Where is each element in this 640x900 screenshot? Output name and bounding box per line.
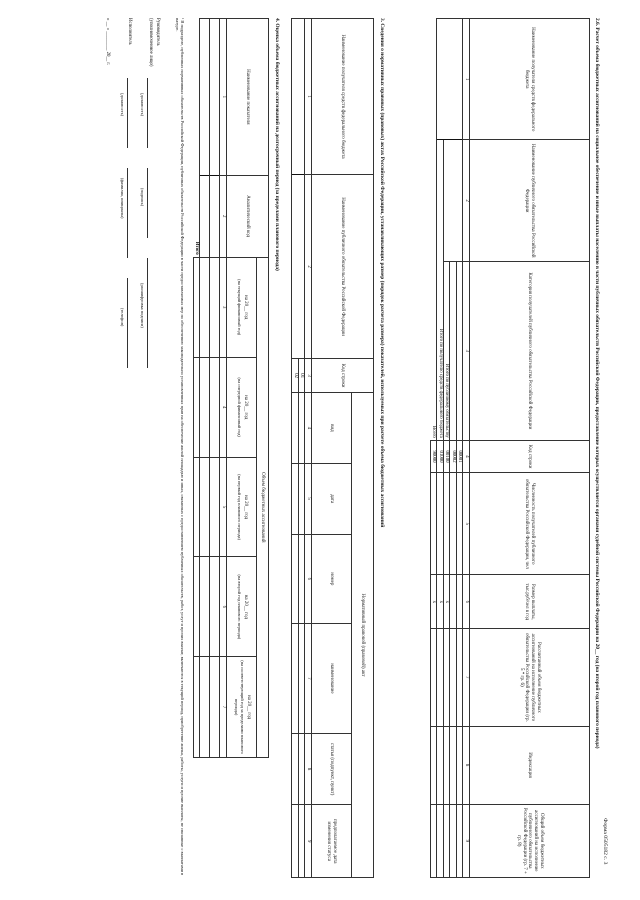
header-payment: Размер выплаты, тыс.руб/чел в год [470, 575, 590, 629]
header-recipient: Наименование получателя средств федерального бюджета [470, 19, 590, 140]
header-obligation: Наименование публичного обязательства Российской Федерации [470, 140, 590, 261]
header-recipient: Наименование получателя средств федерального бюджета [312, 19, 374, 175]
total-row: Итого [194, 19, 200, 758]
column-numbers-row: 1 2 3 4 5 6 7 8 9 [305, 19, 312, 878]
header-code: Код строки [470, 440, 590, 472]
form-number: Форма 0505182 с. 3 [602, 818, 608, 865]
column-numbers-row: 1 2 3 4 5 6 7 8 9 [463, 19, 470, 878]
table-3: Наименование получателя средств федерального бюджета Наименование публичного обязательства Российской Федерации Код строки Нормативный правовой (правовой) акт вид дата номер наименование статья (подпункт, пункт) предполагаемое дата изменения статуса 1 2 3 4 5 6 7 8 9 01 02 [291, 18, 374, 878]
signature-hint: (подпись) [140, 188, 145, 207]
head-sub-label: (уполномоченное лицо) [148, 18, 153, 67]
column-numbers-row: 1 2 3 4 5 6 7 [220, 19, 227, 758]
executor-label: Исполнитель [127, 18, 132, 45]
header-analytic-code: Аналитический код [227, 175, 269, 257]
phone-hint: (телефон) [120, 308, 125, 327]
table-row [200, 19, 210, 758]
fio-hint: (фамилия, инициалы) [120, 178, 125, 219]
fio-line [127, 168, 128, 258]
rotated-form [20, 18, 610, 880]
executor-position-hint: (должность) [120, 93, 125, 117]
table-row: 01 [298, 19, 305, 878]
footnote: ¹ В подразделе, публичных нормативных обязательств Российской Федерации, публичных обязательств Российской Федерации в части предоставляемых мер по обеспечению законодательно установленных прав на обеспечение жилой площадью и иных, связанных с предоставлением публичных обязательств, работ, услуг и прочих выплат, включаются в текущий период, приобретение жилья, работы, услуги и прочие выплаты, не связанные с выплатами в натуре. [174, 18, 185, 876]
executor-position-line [127, 78, 128, 148]
total-obligation-row: Итого по публичному обязательству 00100 x [443, 19, 450, 878]
header-total-volume: Общий объем бюджетных ассигнований на исполнение публичного обязательства Российской Федерации (гр. 7 + гр. 8) [470, 804, 590, 877]
table-row [210, 19, 220, 758]
signature-date: « __ » ________ 20__ г. [105, 18, 110, 65]
section-2-6-title: 2.6. Расчет объема бюджетных ассигнований на социальное обеспечение и иные выплаты населению в части публичных обязательств Российской Федерации, предоставление которых осуществляется органами судебной системы Российской Федерации на 20__ год (на второй год планового периода) [594, 18, 600, 749]
head-label: Руководитель [155, 18, 160, 46]
header-calc-volume: Рассчитанный объем бюджетных ассигнований на исполнение публичного обязательства Российской Федерации (гр. 5 * гр. 6) [470, 629, 590, 726]
table-2-6 [430, 18, 590, 878]
table-row: 02 [292, 19, 299, 878]
grand-total-row: Всего 90000 x [430, 19, 437, 878]
phone-line [127, 278, 128, 368]
header-count: Численность получателей публичного обязательства Российской Федерации, чел [470, 473, 590, 575]
section-3-title: 3. Сведения о нормативных правовых (правовых) актах Российской Федерации, устанавливающих размер (порядок расчета размера) показателей, используемых при расчете объема бюджетных ассигнований [379, 18, 385, 528]
header-category: Категория получателей публичного обязательства Российской Федерации [470, 261, 590, 440]
decode-hint: (расшифровка подписи) [140, 283, 145, 328]
position-hint: (должность) [140, 93, 145, 117]
table-row: 00002 [450, 19, 457, 878]
header-indicator: Наименование показателя [227, 19, 269, 176]
decode-line [147, 258, 148, 368]
header-obligation: Наименование публичного обязательства Российской Федерации [312, 175, 374, 359]
table-row: 00001 [456, 19, 463, 878]
section-4-title: 4. Оценка объема бюджетных ассигнований на долгосрочный период (за пределами планового периода) [274, 18, 280, 271]
header-act: Нормативный правовой (правовой) акт [352, 393, 374, 878]
signature-line [147, 168, 148, 238]
header-code: Код строки [312, 359, 374, 393]
table-4: Наименование показателя Аналитический код Объем бюджетных ассигнований на 20__ год (на текущий финансовый год) на 20__ год (на очередной финансовый год) на 20__ год (на первый год планового периода) на 20__ год (на второй год планового периода) на 20__ год (на соответствующий год за пределами планового периода) 1 2 3 4 5 6 7 Итого [193, 18, 269, 758]
header-volume: Объем бюджетных ассигнований [257, 257, 269, 757]
total-recipient-row: Итого по получателю средств федерального бюджета 01000 x [437, 19, 444, 878]
position-line [147, 78, 148, 148]
header-indexation: Индексация [470, 726, 590, 804]
